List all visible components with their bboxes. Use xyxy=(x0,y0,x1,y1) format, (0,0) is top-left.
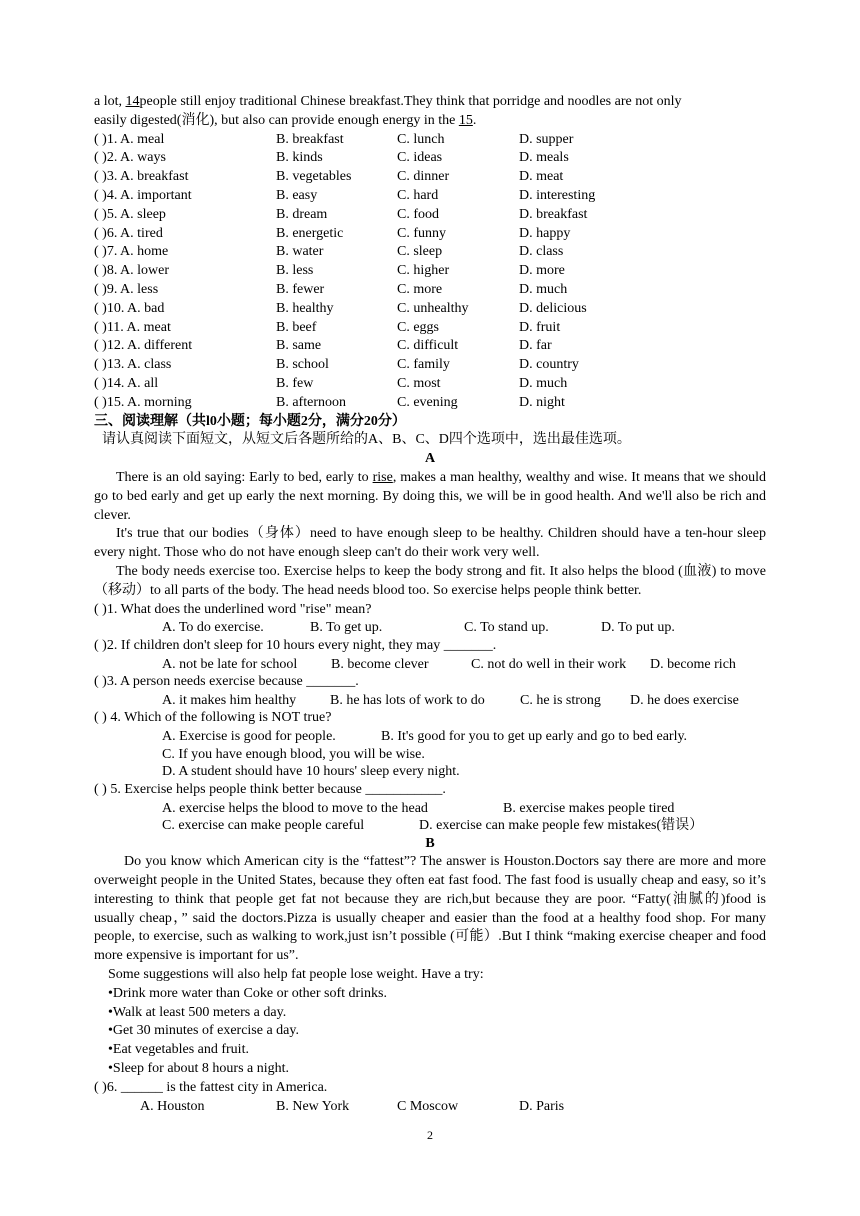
option-b: B. To get up. xyxy=(310,620,383,636)
cloze-option-d: D. fruit xyxy=(519,319,561,335)
cloze-option-d: D. meals xyxy=(519,150,569,166)
suggestion-item: •Sleep for about 8 hours a night. xyxy=(108,1061,290,1077)
cloze-option-b: B. easy xyxy=(276,187,318,203)
option-b: B. he has lots of work to do xyxy=(330,692,485,708)
cloze-option-b: B. afternoon xyxy=(276,394,346,410)
cloze-option-d: D. supper xyxy=(519,131,574,147)
cloze-option-d: D. interesting xyxy=(519,187,596,203)
cloze-row xyxy=(94,375,766,394)
cloze-row xyxy=(94,187,766,206)
document-page xyxy=(94,93,766,1115)
question-4-option-d-row xyxy=(94,763,766,781)
cloze-option-c: C. more xyxy=(397,281,443,297)
option-d: D. To put up. xyxy=(601,620,675,636)
cloze-option-b: B. less xyxy=(276,263,314,279)
option-c: C. To stand up. xyxy=(464,620,549,636)
cloze-option-d: D. much xyxy=(519,281,568,297)
option-a: A. not be late for school xyxy=(162,656,298,672)
suggestion-item: •Get 30 minutes of exercise a day. xyxy=(108,1023,299,1039)
cloze-row xyxy=(94,168,766,187)
option-d: D. become rich xyxy=(650,656,736,672)
cloze-option-d: D. country xyxy=(519,357,579,373)
passage-a-title: A xyxy=(424,451,436,467)
cloze-option-d: D. more xyxy=(519,263,565,279)
option-d: D. Paris xyxy=(519,1098,565,1114)
cloze-option-a: ( )8. A. lower xyxy=(94,263,170,279)
cloze-option-d: D. much xyxy=(519,375,568,391)
option-b: B. New York xyxy=(276,1098,350,1114)
option-b: B. It's good for you to get up early and go to bed early. xyxy=(381,729,688,745)
cloze-option-b: B. vegetables xyxy=(276,169,352,185)
cloze-option-a: ( )11. A. meat xyxy=(94,319,171,335)
option-a: A. Houston xyxy=(140,1098,205,1114)
passage-a-paragraph-3: The body needs exercise too. Exercise helps to keep the body strong and fit. It also helps the blood (血液) to move（移动）to all parts of the body. The head needs blood too. So exercise helps people think better. xyxy=(94,563,766,598)
intro-text: a lot, xyxy=(94,94,126,109)
cloze-option-c: C. eggs xyxy=(397,319,439,335)
cloze-option-c: C. funny xyxy=(397,225,446,241)
cloze-row xyxy=(94,281,766,300)
cloze-option-b: B. breakfast xyxy=(276,131,344,147)
cloze-row xyxy=(94,243,766,262)
option-c: C. not do well in their work xyxy=(471,656,627,672)
cloze-option-b: B. water xyxy=(276,244,324,260)
question-5-options-ab xyxy=(94,800,766,818)
cloze-row xyxy=(94,262,766,281)
cloze-option-a: ( )4. A. important xyxy=(94,187,192,203)
cloze-option-b: B. fewer xyxy=(276,281,325,297)
cloze-option-c: C. hard xyxy=(397,187,439,203)
cloze-option-a: ( )1. A. meal xyxy=(94,131,165,147)
page-number: 2 xyxy=(427,1128,433,1142)
blank-14: 14 xyxy=(125,94,140,109)
cloze-option-d: D. far xyxy=(519,338,552,354)
option-b: B. exercise makes people tired xyxy=(503,800,675,816)
option-a: A. exercise helps the blood to move to the head xyxy=(162,800,428,816)
cloze-option-d: D. breakfast xyxy=(519,206,588,222)
question-5: ( ) 5. Exercise helps people think better because ___________. xyxy=(94,781,446,797)
question-5-options-cd xyxy=(94,817,766,835)
paragraph-text: There is an old saying: Early to bed, early to xyxy=(116,469,373,485)
cloze-option-c: C. family xyxy=(397,357,450,373)
cloze-option-a: ( )2. A. ways xyxy=(94,150,166,166)
paragraph-text: , makes a man healthy, wealthy and wise. It means that we should go to bed early and get up early the next morning. By doing this, we will be in good health. And we'll also be rich and clever. xyxy=(94,469,766,523)
cloze-option-a: ( )5. A. sleep xyxy=(94,206,166,222)
suggestion-item: •Eat vegetables and fruit. xyxy=(108,1042,249,1058)
cloze-option-a: ( )10. A. bad xyxy=(94,300,165,316)
option-c: C. he is strong xyxy=(520,692,601,708)
intro-line-2 xyxy=(94,112,766,131)
cloze-option-c: C. higher xyxy=(397,263,450,279)
question-6: ( )6. ______ is the fattest city in America. xyxy=(94,1079,328,1095)
passage-b-title: B xyxy=(425,835,435,851)
blank-15: 15 xyxy=(458,112,473,128)
cloze-option-c: C. most xyxy=(397,375,441,391)
cloze-option-b: B. energetic xyxy=(276,225,344,241)
cloze-option-c: C. evening xyxy=(397,394,458,410)
cloze-option-a: ( )7. A. home xyxy=(94,244,169,260)
cloze-row xyxy=(94,149,766,168)
cloze-option-c: C. dinner xyxy=(397,169,450,185)
question-3-options xyxy=(94,692,766,710)
intro-text: easily digested(消化), but also can provide enough energy in the xyxy=(94,112,459,128)
underlined-word-rise: rise xyxy=(372,469,393,485)
option-b: B. become clever xyxy=(331,656,429,672)
cloze-row xyxy=(94,356,766,375)
question-2: ( )2. If children don't sleep for 10 hours every night, they may _______. xyxy=(94,637,497,653)
cloze-option-a: ( )6. A. tired xyxy=(94,225,163,241)
cloze-row xyxy=(94,206,766,225)
option-a: A. Exercise is good for people. xyxy=(162,729,336,745)
cloze-option-a: ( )12. A. different xyxy=(94,338,193,354)
cloze-option-d: D. night xyxy=(519,394,565,410)
cloze-row xyxy=(94,337,766,356)
cloze-option-d: D. class xyxy=(519,244,564,260)
question-4-option-c-row xyxy=(94,746,766,764)
question-2-options xyxy=(94,656,766,674)
option-d: D. exercise can make people few mistakes(错误） xyxy=(419,818,704,833)
passage-b-paragraph-1: Do you know which American city is the “fattest”? The answer is Houston.Doctors say there are more and more overweight people in the United States, because they often eat fast food. The fast food is usually cheap and easy, so it’s interesting to think that people get fat not because they are rich,but because they are poor. “Fatty(油腻的)food is usually cheap，” said the doctors.Pizza is usually cheaper and easier than the food at a healthy food shop. For many people, to exercise, such as walking to work,just isn’t possible (可能）.But I think “making exercise cheaper and food more expensive is important for us”. xyxy=(94,854,766,964)
suggestion-item: •Walk at least 500 meters a day. xyxy=(108,1004,287,1020)
cloze-option-c: C. food xyxy=(397,206,439,222)
cloze-option-b: B. few xyxy=(276,375,314,391)
cloze-option-c: C. lunch xyxy=(397,131,445,147)
cloze-row xyxy=(94,300,766,319)
cloze-option-d: D. happy xyxy=(519,225,571,241)
option-c: C Moscow xyxy=(397,1098,459,1114)
cloze-options xyxy=(94,131,766,413)
question-1-options xyxy=(94,619,766,637)
option-a: A. it makes him healthy xyxy=(162,692,297,708)
option-a: A. To do exercise. xyxy=(162,620,264,636)
cloze-row xyxy=(94,319,766,338)
question-4-options-ab xyxy=(94,728,766,746)
cloze-option-b: B. beef xyxy=(276,319,317,335)
question-1: ( )1. What does the underlined word "rise" mean? xyxy=(94,601,372,617)
suggestion-list xyxy=(94,985,766,1079)
cloze-option-c: C. difficult xyxy=(397,338,459,354)
section-instruction: 请认真阅读下面短文，从短文后各题所给的A、B、C、D四个选项中，选出最佳选项。 xyxy=(102,432,631,448)
question-3: ( )3. A person needs exercise because _______. xyxy=(94,674,359,690)
cloze-option-c: C. sleep xyxy=(397,244,443,260)
intro-text: people still enjoy traditional Chinese breakfast.They think that porridge and noodles are not only xyxy=(139,94,682,109)
cloze-row xyxy=(94,131,766,150)
cloze-option-d: D. meat xyxy=(519,169,564,185)
cloze-option-b: B. healthy xyxy=(276,300,334,316)
cloze-row xyxy=(94,225,766,244)
option-c: C. exercise can make people careful xyxy=(162,818,365,833)
cloze-option-c: C. ideas xyxy=(397,150,443,166)
cloze-option-b: B. same xyxy=(276,338,322,354)
cloze-option-b: B. dream xyxy=(276,206,328,222)
cloze-option-a: ( )14. A. all xyxy=(94,375,159,391)
cloze-option-a: ( )13. A. class xyxy=(94,357,172,373)
passage-a-paragraph-2: It's true that our bodies（身体）need to have enough sleep to be healthy. Children should have a ten-hour sleep every night. Those who do not have enough sleep can't do their work very well. xyxy=(94,526,766,561)
cloze-option-a: ( )15. A. morning xyxy=(94,394,192,410)
cloze-option-b: B. kinds xyxy=(276,150,323,166)
cloze-row xyxy=(94,394,766,413)
intro-text: . xyxy=(472,112,477,128)
option-d: D. A student should have 10 hours' sleep every night. xyxy=(162,764,460,780)
passage-b-paragraph-2: Some suggestions will also help fat people lose weight. Have a try: xyxy=(108,967,484,983)
cloze-option-c: C. unhealthy xyxy=(397,300,469,316)
cloze-option-a: ( )9. A. less xyxy=(94,281,159,297)
suggestion-item: •Drink more water than Coke or other soft drinks. xyxy=(108,985,388,1001)
question-4: ( ) 4. Which of the following is NOT true? xyxy=(94,710,332,726)
cloze-option-a: ( )3. A. breakfast xyxy=(94,169,189,185)
cloze-option-d: D. delicious xyxy=(519,300,587,316)
option-c: C. If you have enough blood, you will be wise. xyxy=(162,746,425,762)
section-heading: 三、阅读理解（共l0小题；每小题2分，满分20分） xyxy=(94,413,406,429)
cloze-option-b: B. school xyxy=(276,357,329,373)
option-d: D. he does exercise xyxy=(630,692,739,708)
passage-a-paragraph-1 xyxy=(94,469,766,525)
question-6-options xyxy=(94,1098,766,1116)
intro-line-1 xyxy=(94,93,766,112)
